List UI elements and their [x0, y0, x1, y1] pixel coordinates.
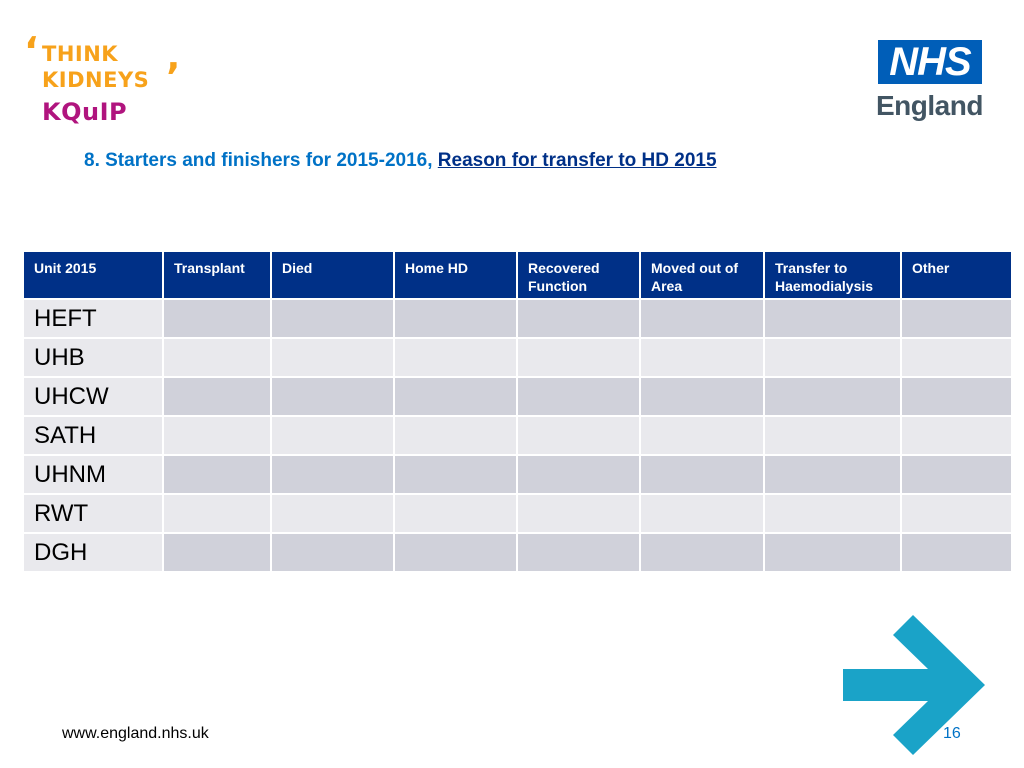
column-header: Transfer to Haemodialysis	[764, 251, 901, 299]
empty-cell	[764, 377, 901, 416]
empty-cell	[764, 533, 901, 572]
empty-cell	[163, 494, 271, 533]
unit-cell: DGH	[24, 533, 163, 572]
empty-cell	[163, 533, 271, 572]
empty-cell	[764, 416, 901, 455]
empty-cell	[901, 338, 1012, 377]
think-kidneys-logo	[24, 29, 194, 130]
table-row	[24, 533, 1012, 572]
think-kidneys-line1: THINK	[42, 42, 119, 66]
nhs-england-wordmark: England	[876, 90, 983, 121]
nhs-england-logo	[876, 40, 986, 126]
column-header: Unit 2015	[24, 251, 163, 299]
table-row	[24, 494, 1012, 533]
empty-cell	[271, 494, 394, 533]
empty-cell	[640, 338, 764, 377]
empty-cell	[271, 455, 394, 494]
empty-cell	[394, 299, 517, 338]
table-body	[24, 299, 1012, 572]
empty-cell	[764, 494, 901, 533]
empty-cell	[901, 533, 1012, 572]
empty-cell	[640, 455, 764, 494]
empty-cell	[764, 338, 901, 377]
table-row	[24, 377, 1012, 416]
column-header: Transplant	[163, 251, 271, 299]
empty-cell	[271, 416, 394, 455]
empty-cell	[517, 377, 640, 416]
unit-cell: UHNM	[24, 455, 163, 494]
empty-cell	[901, 377, 1012, 416]
page-title	[84, 150, 717, 172]
table-row	[24, 416, 1012, 455]
column-header: Recovered Function	[517, 251, 640, 299]
kquip-logo: KQuIP	[42, 98, 128, 126]
empty-cell	[640, 416, 764, 455]
unit-cell: SATH	[24, 416, 163, 455]
empty-cell	[517, 338, 640, 377]
column-header: Home HD	[394, 251, 517, 299]
column-header: Died	[271, 251, 394, 299]
empty-cell	[640, 494, 764, 533]
empty-cell	[271, 338, 394, 377]
unit-cell: HEFT	[24, 299, 163, 338]
empty-cell	[163, 377, 271, 416]
unit-cell: RWT	[24, 494, 163, 533]
empty-cell	[517, 416, 640, 455]
quote-close-icon: ’	[166, 55, 181, 99]
empty-cell	[517, 494, 640, 533]
empty-cell	[394, 338, 517, 377]
empty-cell	[394, 416, 517, 455]
empty-cell	[640, 377, 764, 416]
table-row	[24, 299, 1012, 338]
empty-cell	[271, 533, 394, 572]
arrow-right-icon[interactable]	[843, 615, 985, 755]
title-link[interactable]: Reason for transfer to HD 2015	[437, 150, 717, 171]
empty-cell	[163, 338, 271, 377]
empty-cell	[163, 299, 271, 338]
think-kidneys-line2: KIDNEYS	[42, 68, 150, 92]
empty-cell	[271, 299, 394, 338]
empty-cell	[901, 299, 1012, 338]
table-header-row	[24, 251, 1012, 299]
quote-open-icon: ‘	[24, 29, 39, 73]
empty-cell	[764, 299, 901, 338]
empty-cell	[394, 533, 517, 572]
empty-cell	[394, 455, 517, 494]
empty-cell	[764, 455, 901, 494]
empty-cell	[163, 416, 271, 455]
table-row	[24, 338, 1012, 377]
empty-cell	[640, 299, 764, 338]
column-header: Moved out of Area	[640, 251, 764, 299]
empty-cell	[517, 299, 640, 338]
footer-url[interactable]: www.england.nhs.uk	[62, 725, 209, 742]
empty-cell	[394, 377, 517, 416]
empty-cell	[901, 455, 1012, 494]
empty-cell	[901, 494, 1012, 533]
starters-finishers-table	[24, 250, 1013, 573]
nhs-lozenge: NHS	[878, 40, 982, 84]
empty-cell	[640, 533, 764, 572]
page-number: 16	[943, 725, 961, 742]
empty-cell	[901, 416, 1012, 455]
title-prefix: 8. Starters and finishers for 2015-2016,	[84, 150, 438, 171]
empty-cell	[517, 455, 640, 494]
empty-cell	[394, 494, 517, 533]
unit-cell: UHB	[24, 338, 163, 377]
empty-cell	[163, 455, 271, 494]
table-row	[24, 455, 1012, 494]
column-header: Other	[901, 251, 1012, 299]
empty-cell	[271, 377, 394, 416]
empty-cell	[517, 533, 640, 572]
unit-cell: UHCW	[24, 377, 163, 416]
